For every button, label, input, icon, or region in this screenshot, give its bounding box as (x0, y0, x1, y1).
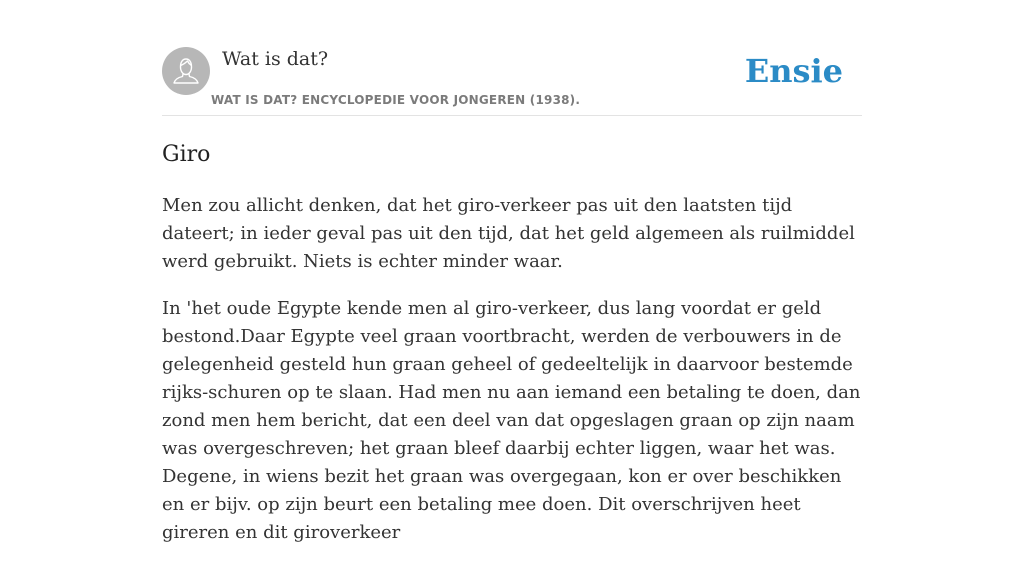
source-header (162, 46, 862, 116)
user-silhouette-icon (162, 47, 210, 95)
source-subtitle: WAT IS DAT? ENCYCLOPEDIE VOOR JONGEREN (1938). (211, 93, 581, 107)
article-body (162, 192, 862, 566)
ensie-logo-link[interactable]: Ensie (744, 52, 843, 90)
avatar[interactable] (162, 47, 210, 95)
article-paragraph: In 'het oude Egypte kende men al giro-verkeer, dus lang voordat er geld bestond.Daar Egypte veel graan voortbracht, werden de verbouwers in de gelegenheid gesteld hun graan geheel of gedeeltelijk in daarvoor bestemde rijks-schuren op te slaan. Had men nu aan iemand een betaling te doen, dan zond men hem bericht, dat een deel van dat opgeslagen graan op zijn naam was overgeschreven; het graan bleef daarbij echter liggen, waar het was. Degene, in wiens bezit het graan was overgegaan, kon er over beschikken en er bijv. op zijn beurt een betaling mee doen. Dit overschrijven heet gireren en dit giroverkeer (162, 298, 861, 543)
article-title: Giro (162, 142, 211, 167)
article-paragraph: Men zou allicht denken, dat het giro-verkeer pas uit den laatsten tijd dateert; in ieder geval pas uit den tijd, dat het geld algemeen als ruilmiddel werd gebruikt. Niets is echter minder waar. (162, 195, 855, 272)
source-title[interactable]: Wat is dat? (222, 48, 329, 70)
